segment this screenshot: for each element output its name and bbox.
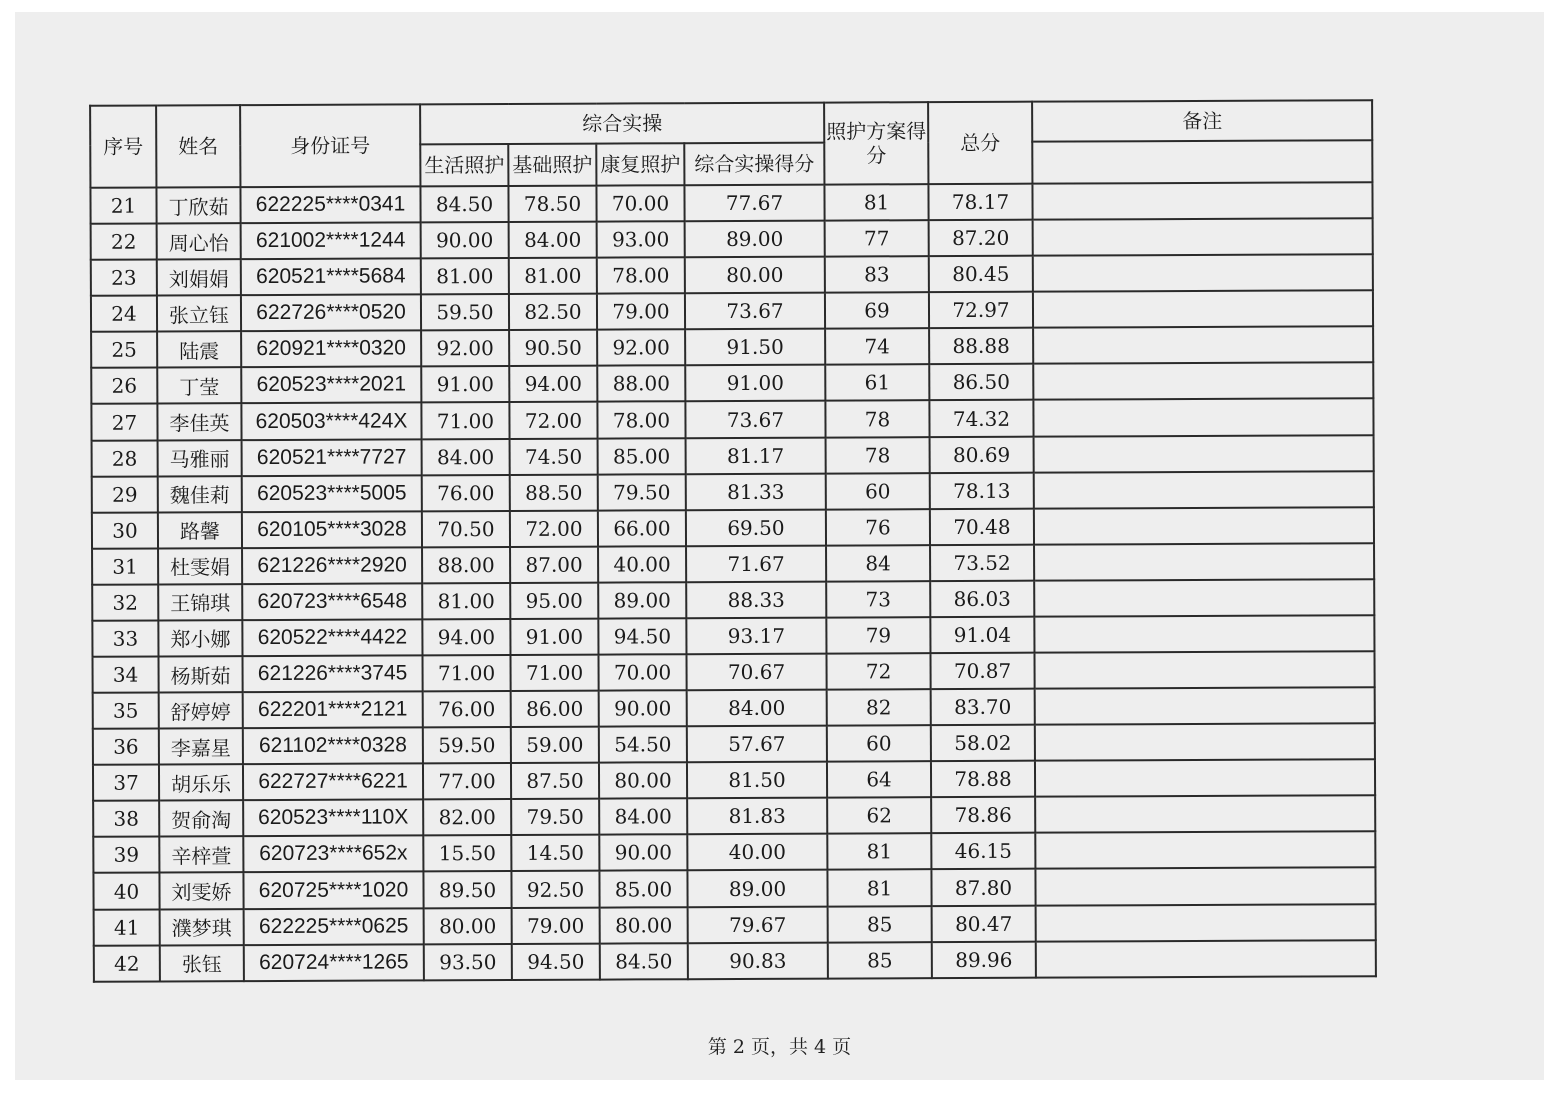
cell-practical-score: 80.00 xyxy=(685,257,825,294)
cell-name: 胡乐乐 xyxy=(159,764,243,800)
cell-rehab-care: 92.00 xyxy=(597,330,685,366)
cell-total: 46.15 xyxy=(931,833,1035,870)
cell-rehab-care: 93.00 xyxy=(597,221,685,257)
cell-life-care: 93.50 xyxy=(424,944,512,981)
header-practical-score: 综合实操得分 xyxy=(684,143,824,186)
cell-seq: 37 xyxy=(93,765,159,801)
cell-rehab-care: 85.00 xyxy=(599,871,687,907)
cell-id-number: 622225****0341 xyxy=(240,186,420,223)
cell-remarks xyxy=(1033,218,1373,256)
cell-life-care: 94.00 xyxy=(422,619,510,655)
table-row xyxy=(91,327,1373,369)
cell-remarks xyxy=(1033,290,1373,328)
cell-id-number: 620523****5005 xyxy=(242,475,422,512)
table-row xyxy=(93,832,1375,874)
cell-id-number: 620523****110X xyxy=(243,800,423,837)
cell-seq: 28 xyxy=(92,440,158,476)
cell-life-care: 81.00 xyxy=(421,258,509,294)
page-footer: 第 2 页，共 4 页 xyxy=(707,1036,852,1058)
cell-basic-care: 92.50 xyxy=(511,871,599,907)
cell-practical-score: 81.17 xyxy=(686,437,826,474)
cell-total: 80.47 xyxy=(932,905,1036,942)
cell-life-care: 71.00 xyxy=(421,402,509,438)
table-row xyxy=(92,507,1374,549)
cell-seq: 21 xyxy=(90,188,156,224)
cell-plan-score: 79 xyxy=(826,617,930,654)
cell-remarks xyxy=(1034,579,1374,617)
cell-id-number: 622225****0625 xyxy=(244,908,424,945)
cell-basic-care: 79.50 xyxy=(511,799,599,835)
cell-id-number: 621002****1244 xyxy=(241,222,421,259)
cell-practical-score: 73.67 xyxy=(685,401,825,438)
cell-life-care: 91.00 xyxy=(421,366,509,402)
cell-plan-score: 60 xyxy=(826,473,930,510)
cell-life-care: 89.50 xyxy=(423,871,511,907)
table-row xyxy=(94,904,1376,946)
cell-practical-score: 89.00 xyxy=(685,221,825,258)
cell-life-care: 81.00 xyxy=(422,583,510,619)
cell-life-care: 15.50 xyxy=(423,835,511,871)
cell-life-care: 76.00 xyxy=(423,691,511,727)
cell-rehab-care: 80.00 xyxy=(599,762,687,798)
cell-remarks xyxy=(1035,687,1375,725)
cell-total: 70.87 xyxy=(930,653,1034,690)
cell-plan-score: 78 xyxy=(826,437,930,474)
cell-life-care: 84.00 xyxy=(422,439,510,475)
cell-remarks xyxy=(1034,435,1374,473)
cell-life-care: 76.00 xyxy=(422,475,510,511)
cell-plan-score: 81 xyxy=(824,184,928,221)
cell-total: 74.32 xyxy=(929,400,1033,437)
cell-plan-score: 83 xyxy=(825,256,929,293)
cell-basic-care: 86.00 xyxy=(511,691,599,727)
cell-plan-score: 85 xyxy=(828,942,932,979)
cell-practical-score: 70.67 xyxy=(686,654,826,691)
cell-total: 80.69 xyxy=(930,436,1034,473)
header-rehab-care: 康复照护 xyxy=(596,143,684,185)
cell-basic-care: 95.00 xyxy=(510,582,598,618)
cell-practical-score: 57.67 xyxy=(687,726,827,763)
header-total: 总分 xyxy=(928,102,1032,184)
cell-total: 86.50 xyxy=(929,364,1033,401)
header-seq: 序号 xyxy=(90,106,156,188)
cell-life-care: 92.00 xyxy=(421,330,509,366)
cell-id-number: 621102****0328 xyxy=(243,728,423,765)
table-row xyxy=(92,651,1374,693)
cell-total: 78.88 xyxy=(931,761,1035,798)
cell-name: 马雅丽 xyxy=(158,440,242,476)
table-row xyxy=(94,940,1376,982)
cell-plan-score: 81 xyxy=(827,870,931,907)
cell-basic-care: 72.00 xyxy=(509,402,597,438)
cell-rehab-care: 54.50 xyxy=(599,726,687,762)
cell-practical-score: 77.67 xyxy=(684,185,824,222)
cell-rehab-care: 88.00 xyxy=(597,366,685,402)
cell-basic-care: 88.50 xyxy=(510,474,598,510)
table-row xyxy=(93,868,1375,910)
cell-id-number: 620523****2021 xyxy=(241,367,421,404)
cell-basic-care: 84.00 xyxy=(509,222,597,258)
cell-basic-care: 59.00 xyxy=(511,727,599,763)
cell-total: 73.52 xyxy=(930,544,1034,581)
cell-basic-care: 94.00 xyxy=(509,366,597,402)
table-row xyxy=(93,759,1375,801)
cell-rehab-care: 94.50 xyxy=(598,618,686,654)
cell-rehab-care: 85.00 xyxy=(598,438,686,474)
cell-plan-score: 78 xyxy=(825,401,929,438)
cell-name: 李佳英 xyxy=(157,404,241,440)
cell-basic-care: 74.50 xyxy=(510,438,598,474)
cell-id-number: 622726****0520 xyxy=(241,295,421,332)
cell-plan-score: 62 xyxy=(827,797,931,834)
cell-total: 88.88 xyxy=(929,328,1033,365)
cell-seq: 29 xyxy=(92,476,158,512)
cell-practical-score: 81.83 xyxy=(687,798,827,835)
cell-name: 郑小娜 xyxy=(158,620,242,656)
cell-practical-score: 71.67 xyxy=(686,545,826,582)
cell-seq: 38 xyxy=(93,801,159,837)
cell-plan-score: 81 xyxy=(827,834,931,871)
cell-name: 陆震 xyxy=(157,331,241,367)
table-row xyxy=(91,363,1373,405)
table-row xyxy=(92,579,1374,621)
cell-practical-score: 88.33 xyxy=(686,581,826,618)
cell-remarks xyxy=(1034,471,1374,509)
cell-rehab-care: 90.00 xyxy=(599,690,687,726)
cell-name: 张钰 xyxy=(160,945,244,982)
cell-total: 78.86 xyxy=(931,797,1035,834)
cell-seq: 39 xyxy=(93,837,159,873)
cell-name: 贺俞淘 xyxy=(159,800,243,836)
cell-name: 杜雯娟 xyxy=(158,548,242,584)
cell-practical-score: 73.67 xyxy=(685,293,825,330)
cell-remarks xyxy=(1035,723,1375,761)
cell-id-number: 620921****0320 xyxy=(241,331,421,368)
cell-life-care: 77.00 xyxy=(423,763,511,799)
cell-basic-care: 81.00 xyxy=(509,258,597,294)
cell-name: 杨斯茹 xyxy=(158,656,242,692)
cell-total: 91.04 xyxy=(930,617,1034,654)
cell-plan-score: 73 xyxy=(826,581,930,618)
cell-life-care: 59.50 xyxy=(421,294,509,330)
header-life-care: 生活照护 xyxy=(420,144,508,186)
cell-rehab-care: 79.00 xyxy=(597,293,685,329)
cell-rehab-care: 84.50 xyxy=(600,943,688,980)
cell-name: 刘娟娟 xyxy=(157,259,241,295)
cell-name: 舒婷婷 xyxy=(159,692,243,728)
cell-seq: 30 xyxy=(92,512,158,548)
cell-seq: 35 xyxy=(93,693,159,729)
cell-name: 魏佳莉 xyxy=(158,476,242,512)
cell-name: 濮梦琪 xyxy=(160,909,244,945)
cell-remarks xyxy=(1033,254,1373,292)
cell-life-care: 90.00 xyxy=(421,222,509,258)
table-row xyxy=(92,435,1374,477)
cell-rehab-care: 66.00 xyxy=(598,510,686,546)
cell-basic-care: 87.50 xyxy=(511,763,599,799)
cell-remarks xyxy=(1032,182,1372,220)
cell-rehab-care: 79.50 xyxy=(598,474,686,510)
cell-plan-score: 82 xyxy=(827,689,931,726)
cell-basic-care: 90.50 xyxy=(509,330,597,366)
cell-remarks xyxy=(1034,543,1374,581)
table-row xyxy=(91,399,1373,441)
cell-id-number: 620725****1020 xyxy=(243,872,423,909)
header-plan-score: 照护方案得分 xyxy=(824,102,928,184)
cell-basic-care: 14.50 xyxy=(511,835,599,871)
cell-rehab-care: 78.00 xyxy=(597,402,685,438)
score-table xyxy=(89,99,1377,983)
cell-total: 78.17 xyxy=(928,184,1032,221)
cell-id-number: 622727****6221 xyxy=(243,764,423,801)
cell-basic-care: 94.50 xyxy=(512,943,600,980)
header-remarks: 备注 xyxy=(1032,100,1372,141)
cell-seq: 24 xyxy=(91,296,157,332)
table-row xyxy=(91,254,1373,296)
cell-life-care: 84.50 xyxy=(420,186,508,222)
cell-name: 李嘉星 xyxy=(159,728,243,764)
cell-basic-care: 87.00 xyxy=(510,546,598,582)
cell-name: 丁欣茹 xyxy=(156,187,240,223)
cell-total: 87.80 xyxy=(931,869,1035,906)
cell-name: 王锦琪 xyxy=(158,584,242,620)
cell-name: 张立钰 xyxy=(157,295,241,331)
cell-remarks xyxy=(1035,832,1375,870)
cell-rehab-care: 84.00 xyxy=(599,799,687,835)
cell-total: 58.02 xyxy=(931,725,1035,762)
cell-remarks xyxy=(1034,651,1374,689)
table-row xyxy=(92,543,1374,585)
cell-plan-score: 85 xyxy=(828,906,932,943)
cell-rehab-care: 70.00 xyxy=(598,654,686,690)
cell-basic-care: 82.50 xyxy=(509,294,597,330)
cell-plan-score: 64 xyxy=(827,761,931,798)
cell-practical-score: 81.50 xyxy=(687,762,827,799)
cell-seq: 32 xyxy=(92,584,158,620)
cell-basic-care: 79.00 xyxy=(512,907,600,943)
cell-seq: 27 xyxy=(91,404,157,440)
cell-plan-score: 69 xyxy=(825,292,929,329)
cell-id-number: 620521****7727 xyxy=(242,439,422,476)
cell-seq: 23 xyxy=(91,260,157,296)
table-row xyxy=(92,471,1374,513)
scanned-page xyxy=(15,12,1544,1080)
cell-rehab-care: 89.00 xyxy=(598,582,686,618)
cell-id-number: 621226****3745 xyxy=(242,655,422,692)
cell-life-care: 70.50 xyxy=(422,511,510,547)
cell-practical-score: 40.00 xyxy=(687,834,827,871)
table-row xyxy=(93,796,1375,838)
header-practical-group: 综合实操 xyxy=(420,103,824,145)
cell-practical-score: 91.00 xyxy=(685,365,825,402)
cell-plan-score: 77 xyxy=(825,220,929,257)
cell-life-care: 71.00 xyxy=(422,655,510,691)
cell-remarks xyxy=(1034,615,1374,653)
cell-seq: 36 xyxy=(93,729,159,765)
cell-seq: 22 xyxy=(91,224,157,260)
cell-id-number: 620521****5684 xyxy=(241,259,421,296)
cell-plan-score: 72 xyxy=(826,653,930,690)
cell-name: 刘雯娇 xyxy=(159,873,243,909)
cell-id-number: 620105****3028 xyxy=(242,511,422,548)
cell-remarks xyxy=(1036,904,1376,942)
cell-practical-score: 89.00 xyxy=(687,870,827,907)
table-row xyxy=(90,182,1372,224)
cell-rehab-care: 80.00 xyxy=(600,907,688,943)
table-row xyxy=(92,615,1374,657)
cell-remarks xyxy=(1035,868,1375,906)
table-row xyxy=(91,290,1373,332)
cell-remarks xyxy=(1033,327,1373,365)
cell-basic-care: 71.00 xyxy=(510,655,598,691)
cell-basic-care: 78.50 xyxy=(508,186,596,222)
cell-id-number: 622201****2121 xyxy=(243,691,423,728)
cell-remarks xyxy=(1033,363,1373,401)
cell-life-care: 82.00 xyxy=(423,799,511,835)
cell-seq: 41 xyxy=(94,909,160,945)
cell-total: 70.48 xyxy=(930,508,1034,545)
cell-life-care: 88.00 xyxy=(422,547,510,583)
cell-total: 86.03 xyxy=(930,581,1034,618)
cell-total: 72.97 xyxy=(929,292,1033,329)
table-header xyxy=(90,100,1372,188)
cell-id-number: 620522****4422 xyxy=(242,619,422,656)
header-name: 姓名 xyxy=(156,105,240,187)
cell-plan-score: 84 xyxy=(826,545,930,582)
table-row xyxy=(93,687,1375,729)
table-row xyxy=(93,723,1375,765)
cell-name: 辛梓萱 xyxy=(159,837,243,873)
cell-total: 89.96 xyxy=(932,941,1036,978)
cell-practical-score: 79.67 xyxy=(688,906,828,943)
cell-seq: 25 xyxy=(91,332,157,368)
cell-name: 丁莹 xyxy=(157,368,241,404)
cell-remarks xyxy=(1036,940,1376,978)
cell-life-care: 59.50 xyxy=(423,727,511,763)
cell-name: 路馨 xyxy=(158,512,242,548)
header-remarks-sub xyxy=(1032,140,1372,183)
cell-seq: 33 xyxy=(92,620,158,656)
cell-rehab-care: 78.00 xyxy=(597,257,685,293)
header-row-top xyxy=(90,100,1372,146)
cell-life-care: 80.00 xyxy=(424,908,512,944)
cell-total: 87.20 xyxy=(929,220,1033,257)
cell-id-number: 620723****6548 xyxy=(242,583,422,620)
cell-seq: 42 xyxy=(94,945,160,982)
cell-id-number: 621226****2920 xyxy=(242,547,422,584)
cell-total: 78.13 xyxy=(930,472,1034,509)
cell-seq: 26 xyxy=(91,368,157,404)
cell-total: 83.70 xyxy=(931,689,1035,726)
cell-id-number: 620503****424X xyxy=(241,403,421,440)
cell-plan-score: 60 xyxy=(827,725,931,762)
cell-seq: 31 xyxy=(92,548,158,584)
cell-practical-score: 81.33 xyxy=(686,473,826,510)
cell-id-number: 620724****1265 xyxy=(244,944,424,981)
cell-basic-care: 91.00 xyxy=(510,619,598,655)
cell-remarks xyxy=(1035,759,1375,797)
cell-rehab-care: 90.00 xyxy=(599,835,687,871)
cell-practical-score: 84.00 xyxy=(687,690,827,727)
cell-remarks xyxy=(1035,796,1375,834)
cell-practical-score: 69.50 xyxy=(686,509,826,546)
cell-rehab-care: 40.00 xyxy=(598,546,686,582)
cell-basic-care: 72.00 xyxy=(510,510,598,546)
cell-plan-score: 61 xyxy=(825,365,929,402)
cell-remarks xyxy=(1034,507,1374,545)
header-id-number: 身份证号 xyxy=(240,104,420,187)
cell-practical-score: 93.17 xyxy=(686,618,826,655)
cell-seq: 40 xyxy=(93,873,159,909)
cell-total: 80.45 xyxy=(929,256,1033,293)
table-row xyxy=(91,218,1373,260)
cell-rehab-care: 70.00 xyxy=(596,185,684,221)
cell-practical-score: 91.50 xyxy=(685,329,825,366)
table-body xyxy=(90,182,1375,982)
header-basic-care: 基础照护 xyxy=(508,144,596,186)
cell-remarks xyxy=(1033,399,1373,437)
cell-seq: 34 xyxy=(92,657,158,693)
cell-practical-score: 90.83 xyxy=(688,942,828,979)
cell-id-number: 620723****652x xyxy=(243,836,423,873)
cell-name: 周心怡 xyxy=(157,223,241,259)
cell-plan-score: 76 xyxy=(826,509,930,546)
cell-plan-score: 74 xyxy=(825,328,929,365)
